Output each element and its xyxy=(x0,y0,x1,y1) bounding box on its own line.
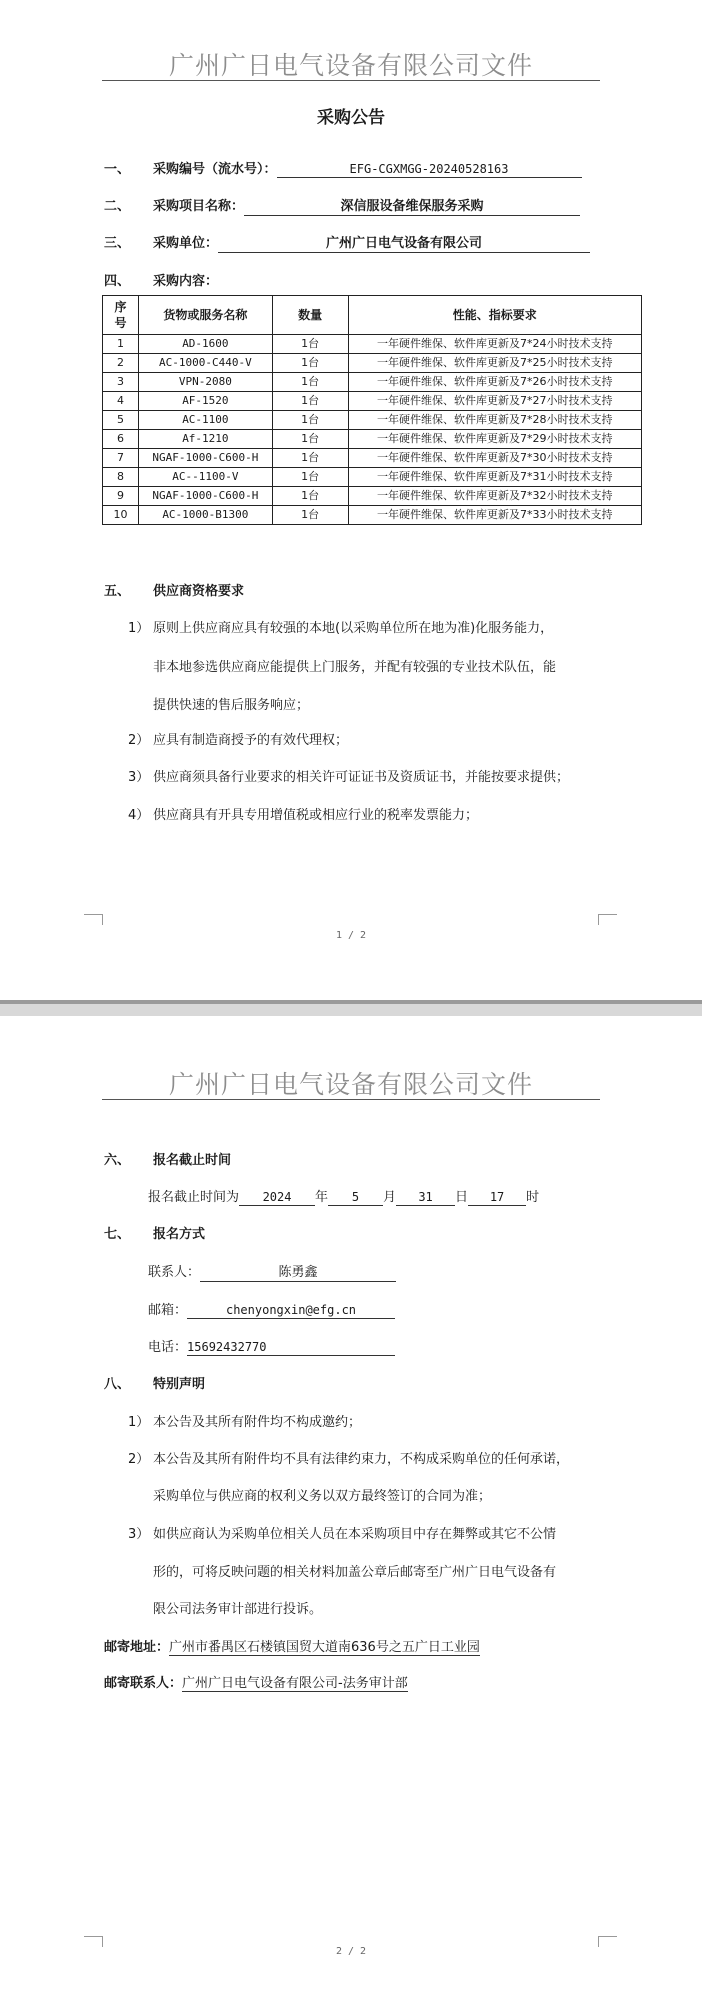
cell-no: 3 xyxy=(103,373,139,392)
page-corner-mark xyxy=(598,914,617,925)
cell-no: 10 xyxy=(103,506,139,525)
cell-name: AD-1600 xyxy=(138,335,272,354)
mail-contact-row xyxy=(104,1672,408,1691)
mail-contact-label: 邮寄联系人： xyxy=(104,1676,183,1691)
cell-req: 一年硬件维保、软件库更新及7*26小时技术支持 xyxy=(348,373,641,392)
deadline-hour-unit: 时 xyxy=(526,1190,540,1205)
page-corner-mark xyxy=(84,914,103,925)
contact-value: 陈勇鑫 xyxy=(200,1265,396,1282)
cell-no: 1 xyxy=(103,335,139,354)
header-title: 广州广日电气设备有限公司文件 xyxy=(168,51,533,80)
sec3-value: 广州广日电气设备有限公司 xyxy=(218,236,590,253)
deadline-day-unit: 日 xyxy=(455,1190,469,1205)
table-header: 性能、指标要求 xyxy=(348,296,641,335)
page-1 xyxy=(0,0,702,1000)
table-row xyxy=(103,392,642,411)
sec6-label: 报名截止时间 xyxy=(153,1153,232,1168)
cell-no: 8 xyxy=(103,468,139,487)
mail-address-row xyxy=(104,1636,480,1655)
email-label: 邮箱： xyxy=(148,1303,188,1318)
cell-req: 一年硬件维保、软件库更新及7*31小时技术支持 xyxy=(348,468,641,487)
sec2-row xyxy=(153,195,580,216)
header-rule xyxy=(102,80,600,81)
procurement-table xyxy=(102,295,642,525)
sec7-number: 七、 xyxy=(104,1227,131,1242)
cell-req: 一年硬件维保、软件库更新及7*30小时技术支持 xyxy=(348,449,641,468)
contact-label: 联系人： xyxy=(148,1265,201,1280)
table-header: 序号 xyxy=(103,296,139,335)
deadline-month: 5 xyxy=(328,1189,383,1206)
email-value: chenyongxin@efg.cn xyxy=(187,1302,395,1319)
sec5-item-4-number: 4） xyxy=(128,808,150,823)
cell-no: 9 xyxy=(103,487,139,506)
cell-req: 一年硬件维保、软件库更新及7*24小时技术支持 xyxy=(348,335,641,354)
sec5-item-1-line-3: 提供快速的售后服务响应； xyxy=(153,698,310,713)
table-row xyxy=(103,468,642,487)
cell-qty: 1台 xyxy=(272,373,348,392)
sec8-label: 特别声明 xyxy=(153,1377,206,1392)
cell-qty: 1台 xyxy=(272,506,348,525)
sec8-item-3-line-1: 如供应商认为采购单位相关人员在本采购项目中存在舞弊或其它不公情 xyxy=(153,1527,557,1542)
table-header-row xyxy=(103,296,642,335)
cell-name: AC-1000-C440-V xyxy=(138,354,272,373)
cell-name: AC-1100 xyxy=(138,411,272,430)
cell-no: 5 xyxy=(103,411,139,430)
deadline-year-unit: 年 xyxy=(315,1190,329,1205)
sec5-item-3-line-1: 供应商须具备行业要求的相关许可证证书及资质证书，并能按要求提供； xyxy=(153,770,570,785)
sec8-item-2-line-2: 采购单位与供应商的权利义务以双方最终签订的合同为准； xyxy=(153,1489,492,1504)
cell-qty: 1台 xyxy=(272,411,348,430)
header-rule xyxy=(102,1099,600,1100)
deadline-hour: 17 xyxy=(468,1189,526,1206)
sec1-value: EFG-CGXMGG-20240528163 xyxy=(277,161,582,178)
sec4-number: 四、 xyxy=(104,274,131,289)
sec6-number: 六、 xyxy=(104,1153,131,1168)
sec2-label: 采购项目名称： xyxy=(153,199,245,214)
mail-address-value: 广州市番禺区石楼镇国贸大道南636号之五广日工业园 xyxy=(169,1640,480,1655)
cell-no: 4 xyxy=(103,392,139,411)
sec8-number: 八、 xyxy=(104,1377,131,1392)
sec8-item-3-line-2: 形的，可将反映问题的相关材料加盖公章后邮寄至广州广日电气设备有 xyxy=(153,1565,557,1580)
page-2 xyxy=(0,1016,702,2012)
cell-req: 一年硬件维保、软件库更新及7*32小时技术支持 xyxy=(348,487,641,506)
table-row xyxy=(103,449,642,468)
cell-req: 一年硬件维保、软件库更新及7*27小时技术支持 xyxy=(348,392,641,411)
page-number: 1 / 2 xyxy=(335,930,367,941)
sec8-item-1-number: 1） xyxy=(128,1415,150,1430)
cell-name: AF-1520 xyxy=(138,392,272,411)
table-row xyxy=(103,354,642,373)
contact-row xyxy=(148,1261,396,1282)
sec5-item-1-line-1: 原则上供应商应具有较强的本地(以采购单位所在地为准)化服务能力， xyxy=(153,621,554,636)
table-row xyxy=(103,430,642,449)
sec8-item-2-line-1: 本公告及其所有附件均不具有法律约束力，不构成采购单位的任何承诺， xyxy=(153,1452,570,1467)
cell-name: Af-1210 xyxy=(138,430,272,449)
deadline-day: 31 xyxy=(396,1189,455,1206)
cell-qty: 1台 xyxy=(272,468,348,487)
table-row xyxy=(103,373,642,392)
table-row xyxy=(103,487,642,506)
sec3-label: 采购单位： xyxy=(153,236,219,251)
sec8-item-3-line-3: 限公司法务审计部进行投诉。 xyxy=(153,1602,323,1617)
sec3-number: 三、 xyxy=(104,236,131,251)
mail-address-label: 邮寄地址： xyxy=(104,1640,170,1655)
cell-qty: 1台 xyxy=(272,430,348,449)
sec5-number: 五、 xyxy=(104,584,131,599)
cell-name: AC--1100-V xyxy=(138,468,272,487)
table-row xyxy=(103,411,642,430)
page-number: 2 / 2 xyxy=(335,1946,367,1957)
sec4-label: 采购内容： xyxy=(153,274,219,289)
sec2-value: 深信服设备维保服务采购 xyxy=(244,199,580,216)
sec5-item-2-number: 2） xyxy=(128,733,150,748)
table-header: 货物或服务名称 xyxy=(138,296,272,335)
sec8-item-2-number: 2） xyxy=(128,1452,150,1467)
sec8-item-1-line-1: 本公告及其所有附件均不构成邀约； xyxy=(153,1415,362,1430)
phone-value: 15692432770 xyxy=(187,1339,395,1356)
cell-name: AC-1000-B1300 xyxy=(138,506,272,525)
cell-qty: 1台 xyxy=(272,449,348,468)
table-row xyxy=(103,335,642,354)
sec7-label: 报名方式 xyxy=(153,1227,206,1242)
sec1-number: 一、 xyxy=(104,162,131,177)
deadline-year: 2024 xyxy=(239,1189,315,1206)
table-header: 数量 xyxy=(272,296,348,335)
email-row xyxy=(148,1299,395,1319)
doc-title: 采购公告 xyxy=(317,108,385,128)
header-title: 广州广日电气设备有限公司文件 xyxy=(168,1070,533,1099)
cell-qty: 1台 xyxy=(272,487,348,506)
cell-no: 7 xyxy=(103,449,139,468)
deadline-month-unit: 月 xyxy=(383,1190,397,1205)
cell-name: NGAF-1000-C600-H xyxy=(138,449,272,468)
cell-qty: 1台 xyxy=(272,392,348,411)
phone-label: 电话： xyxy=(148,1340,188,1355)
deadline-prefix: 报名截止时间为 xyxy=(148,1190,240,1205)
sec5-item-2-line-1: 应具有制造商授予的有效代理权； xyxy=(153,733,349,748)
table-row xyxy=(103,506,642,525)
mail-contact-value: 广州广日电气设备有限公司-法务审计部 xyxy=(182,1676,408,1691)
sec5-item-3-number: 3） xyxy=(128,770,150,785)
cell-no: 2 xyxy=(103,354,139,373)
sec1-label: 采购编号（流水号）： xyxy=(153,162,277,177)
cell-req: 一年硬件维保、软件库更新及7*25小时技术支持 xyxy=(348,354,641,373)
cell-no: 6 xyxy=(103,430,139,449)
cell-req: 一年硬件维保、软件库更新及7*29小时技术支持 xyxy=(348,430,641,449)
sec8-item-3-number: 3） xyxy=(128,1527,150,1542)
cell-req: 一年硬件维保、软件库更新及7*33小时技术支持 xyxy=(348,506,641,525)
sec1-row xyxy=(153,158,582,178)
cell-req: 一年硬件维保、软件库更新及7*28小时技术支持 xyxy=(348,411,641,430)
cell-name: VPN-2080 xyxy=(138,373,272,392)
sec2-number: 二、 xyxy=(104,199,131,214)
sec5-item-4-line-1: 供应商具有开具专用增值税或相应行业的税率发票能力； xyxy=(153,808,479,823)
deadline-row xyxy=(148,1186,539,1206)
cell-qty: 1台 xyxy=(272,335,348,354)
sec5-item-1-line-2: 非本地参选供应商应能提供上门服务，并配有较强的专业技术队伍，能 xyxy=(153,660,557,675)
phone-row xyxy=(148,1336,395,1356)
cell-name: NGAF-1000-C600-H xyxy=(138,487,272,506)
sec3-row xyxy=(153,232,590,253)
page-separator xyxy=(0,1000,702,1016)
sec5-item-1-number: 1） xyxy=(128,621,150,636)
sec5-label: 供应商资格要求 xyxy=(153,584,245,599)
cell-qty: 1台 xyxy=(272,354,348,373)
